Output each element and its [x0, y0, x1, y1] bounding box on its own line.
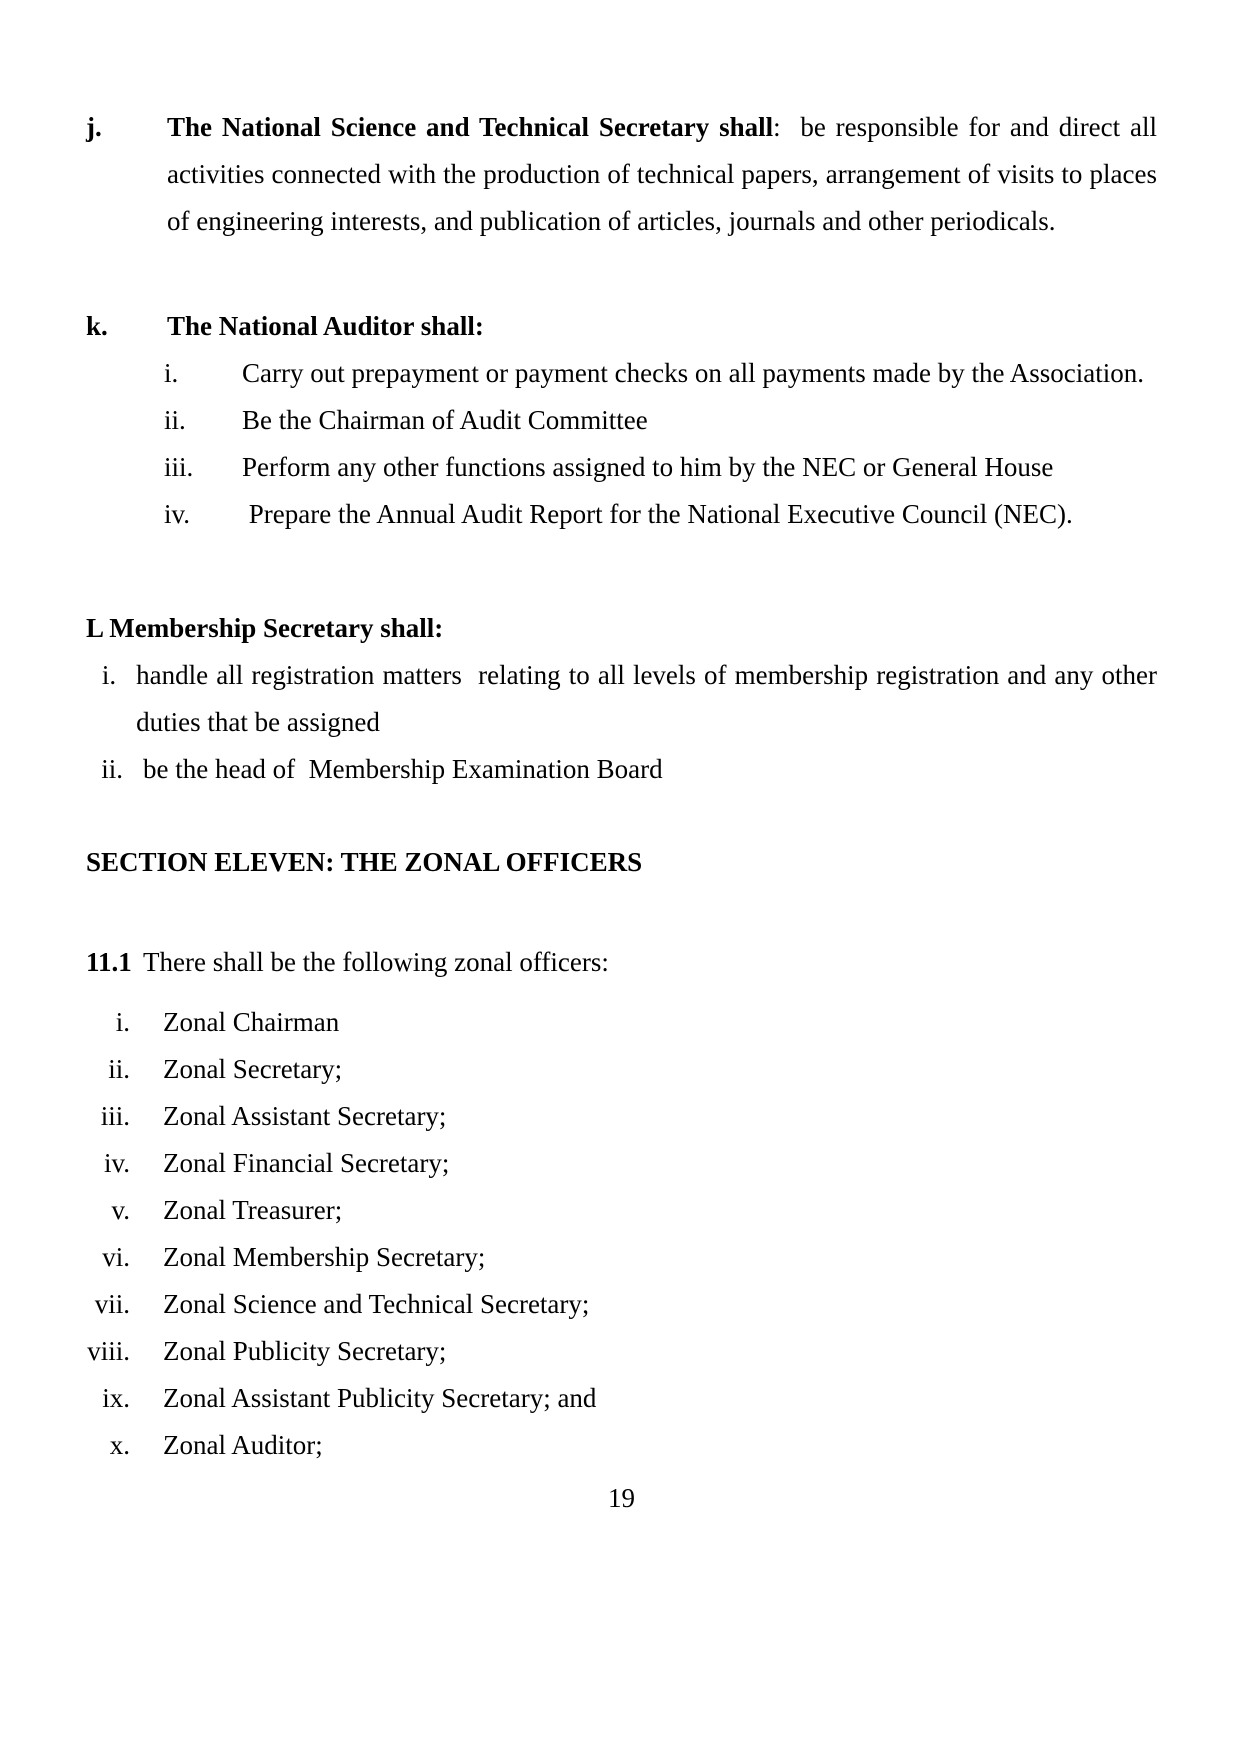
section-heading: SECTION ELEVEN: THE ZONAL OFFICERS: [86, 847, 643, 877]
zonal-officer-item-9: [60, 1375, 1157, 1422]
item-text: Prepare the Annual Audit Report for the National Executive Council (NEC).: [242, 499, 1073, 529]
item-text: Zonal Auditor;: [163, 1430, 323, 1460]
zonal-officer-item-6: [60, 1234, 1157, 1281]
item-text: Zonal Financial Secretary;: [163, 1148, 450, 1178]
item-number: i.: [101, 660, 117, 690]
k-sublist-item-4: [164, 491, 1157, 538]
item-text: Zonal Treasurer;: [163, 1195, 343, 1225]
k-sublist-item-2: [164, 397, 1157, 444]
list-item-k-heading: [86, 303, 1157, 350]
item-j-bold-lead: The National Science and Technical Secretary shall: [167, 112, 774, 142]
item-k-section: [86, 303, 1157, 538]
zonal-officer-item-10: [60, 1422, 1157, 1469]
item-text: Zonal Membership Secretary;: [163, 1242, 486, 1272]
item-label-k: k.: [86, 311, 108, 341]
clause-11-1: [86, 939, 1157, 986]
item-text: Zonal Chairman: [163, 1007, 340, 1037]
item-text: Zonal Science and Technical Secretary;: [163, 1289, 590, 1319]
clause-text: There shall be the following zonal officers:: [143, 947, 609, 977]
item-number: iv.: [104, 1148, 130, 1178]
item-j-text: : be responsible for and direct all activities connected with the production of technical papers, arrangement of visits to places of engineering interests, and publication of articles, journals and other periodicals.: [167, 112, 1157, 236]
item-text: Zonal Secretary;: [163, 1054, 343, 1084]
l-sublist: [86, 652, 1157, 793]
item-number: i.: [164, 358, 179, 388]
l-sublist-item-2: [86, 746, 1157, 793]
clause-number: 11.1: [86, 947, 132, 977]
item-number: ix.: [102, 1383, 130, 1413]
zonal-officers-list: [60, 999, 1157, 1469]
item-number: i.: [115, 1007, 130, 1037]
list-item-j: [86, 104, 1157, 245]
item-number: vi.: [102, 1242, 130, 1272]
zonal-officer-item-1: [60, 999, 1157, 1046]
item-number: iii.: [164, 452, 194, 482]
zonal-officer-item-2: [60, 1046, 1157, 1093]
zonal-officer-item-3: [60, 1093, 1157, 1140]
zonal-officer-item-8: [60, 1328, 1157, 1375]
item-l-heading: L Membership Secretary shall:: [86, 613, 444, 643]
item-text: Zonal Assistant Publicity Secretary; and: [163, 1383, 597, 1413]
item-text: Zonal Assistant Secretary;: [163, 1101, 447, 1131]
item-text: Zonal Publicity Secretary;: [163, 1336, 447, 1366]
item-number: vii.: [94, 1289, 130, 1319]
item-text: Perform any other functions assigned to him by the NEC or General House: [242, 452, 1054, 482]
l-sublist-item-1: [86, 652, 1157, 746]
item-number: x.: [109, 1430, 130, 1460]
item-text: Be the Chairman of Audit Committee: [242, 405, 648, 435]
item-number: ii.: [164, 405, 186, 435]
item-k-heading-text: The National Auditor shall:: [167, 311, 484, 341]
item-number: v.: [111, 1195, 130, 1225]
item-number: viii.: [87, 1336, 130, 1366]
item-number: ii.: [101, 754, 123, 784]
item-label-j: j.: [86, 112, 102, 142]
k-sublist-item-3: [164, 444, 1157, 491]
k-sublist-item-1: [164, 350, 1157, 397]
item-text: be the head of Membership Examination Board: [143, 754, 663, 784]
page-number: 19: [608, 1483, 635, 1513]
zonal-officer-item-7: [60, 1281, 1157, 1328]
item-number: iv.: [164, 499, 190, 529]
item-l-section: [86, 605, 1157, 793]
zonal-officer-item-5: [60, 1187, 1157, 1234]
item-number: iii.: [100, 1101, 130, 1131]
item-text: Carry out prepayment or payment checks on all payments made by the Association.: [242, 358, 1145, 388]
zonal-officer-item-4: [60, 1140, 1157, 1187]
k-sublist: [164, 350, 1157, 538]
item-number: ii.: [108, 1054, 130, 1084]
item-body-j: [167, 104, 1157, 245]
item-text: handle all registration matters relating to all levels of membership registration and any other duties that be assigned: [136, 660, 1157, 737]
